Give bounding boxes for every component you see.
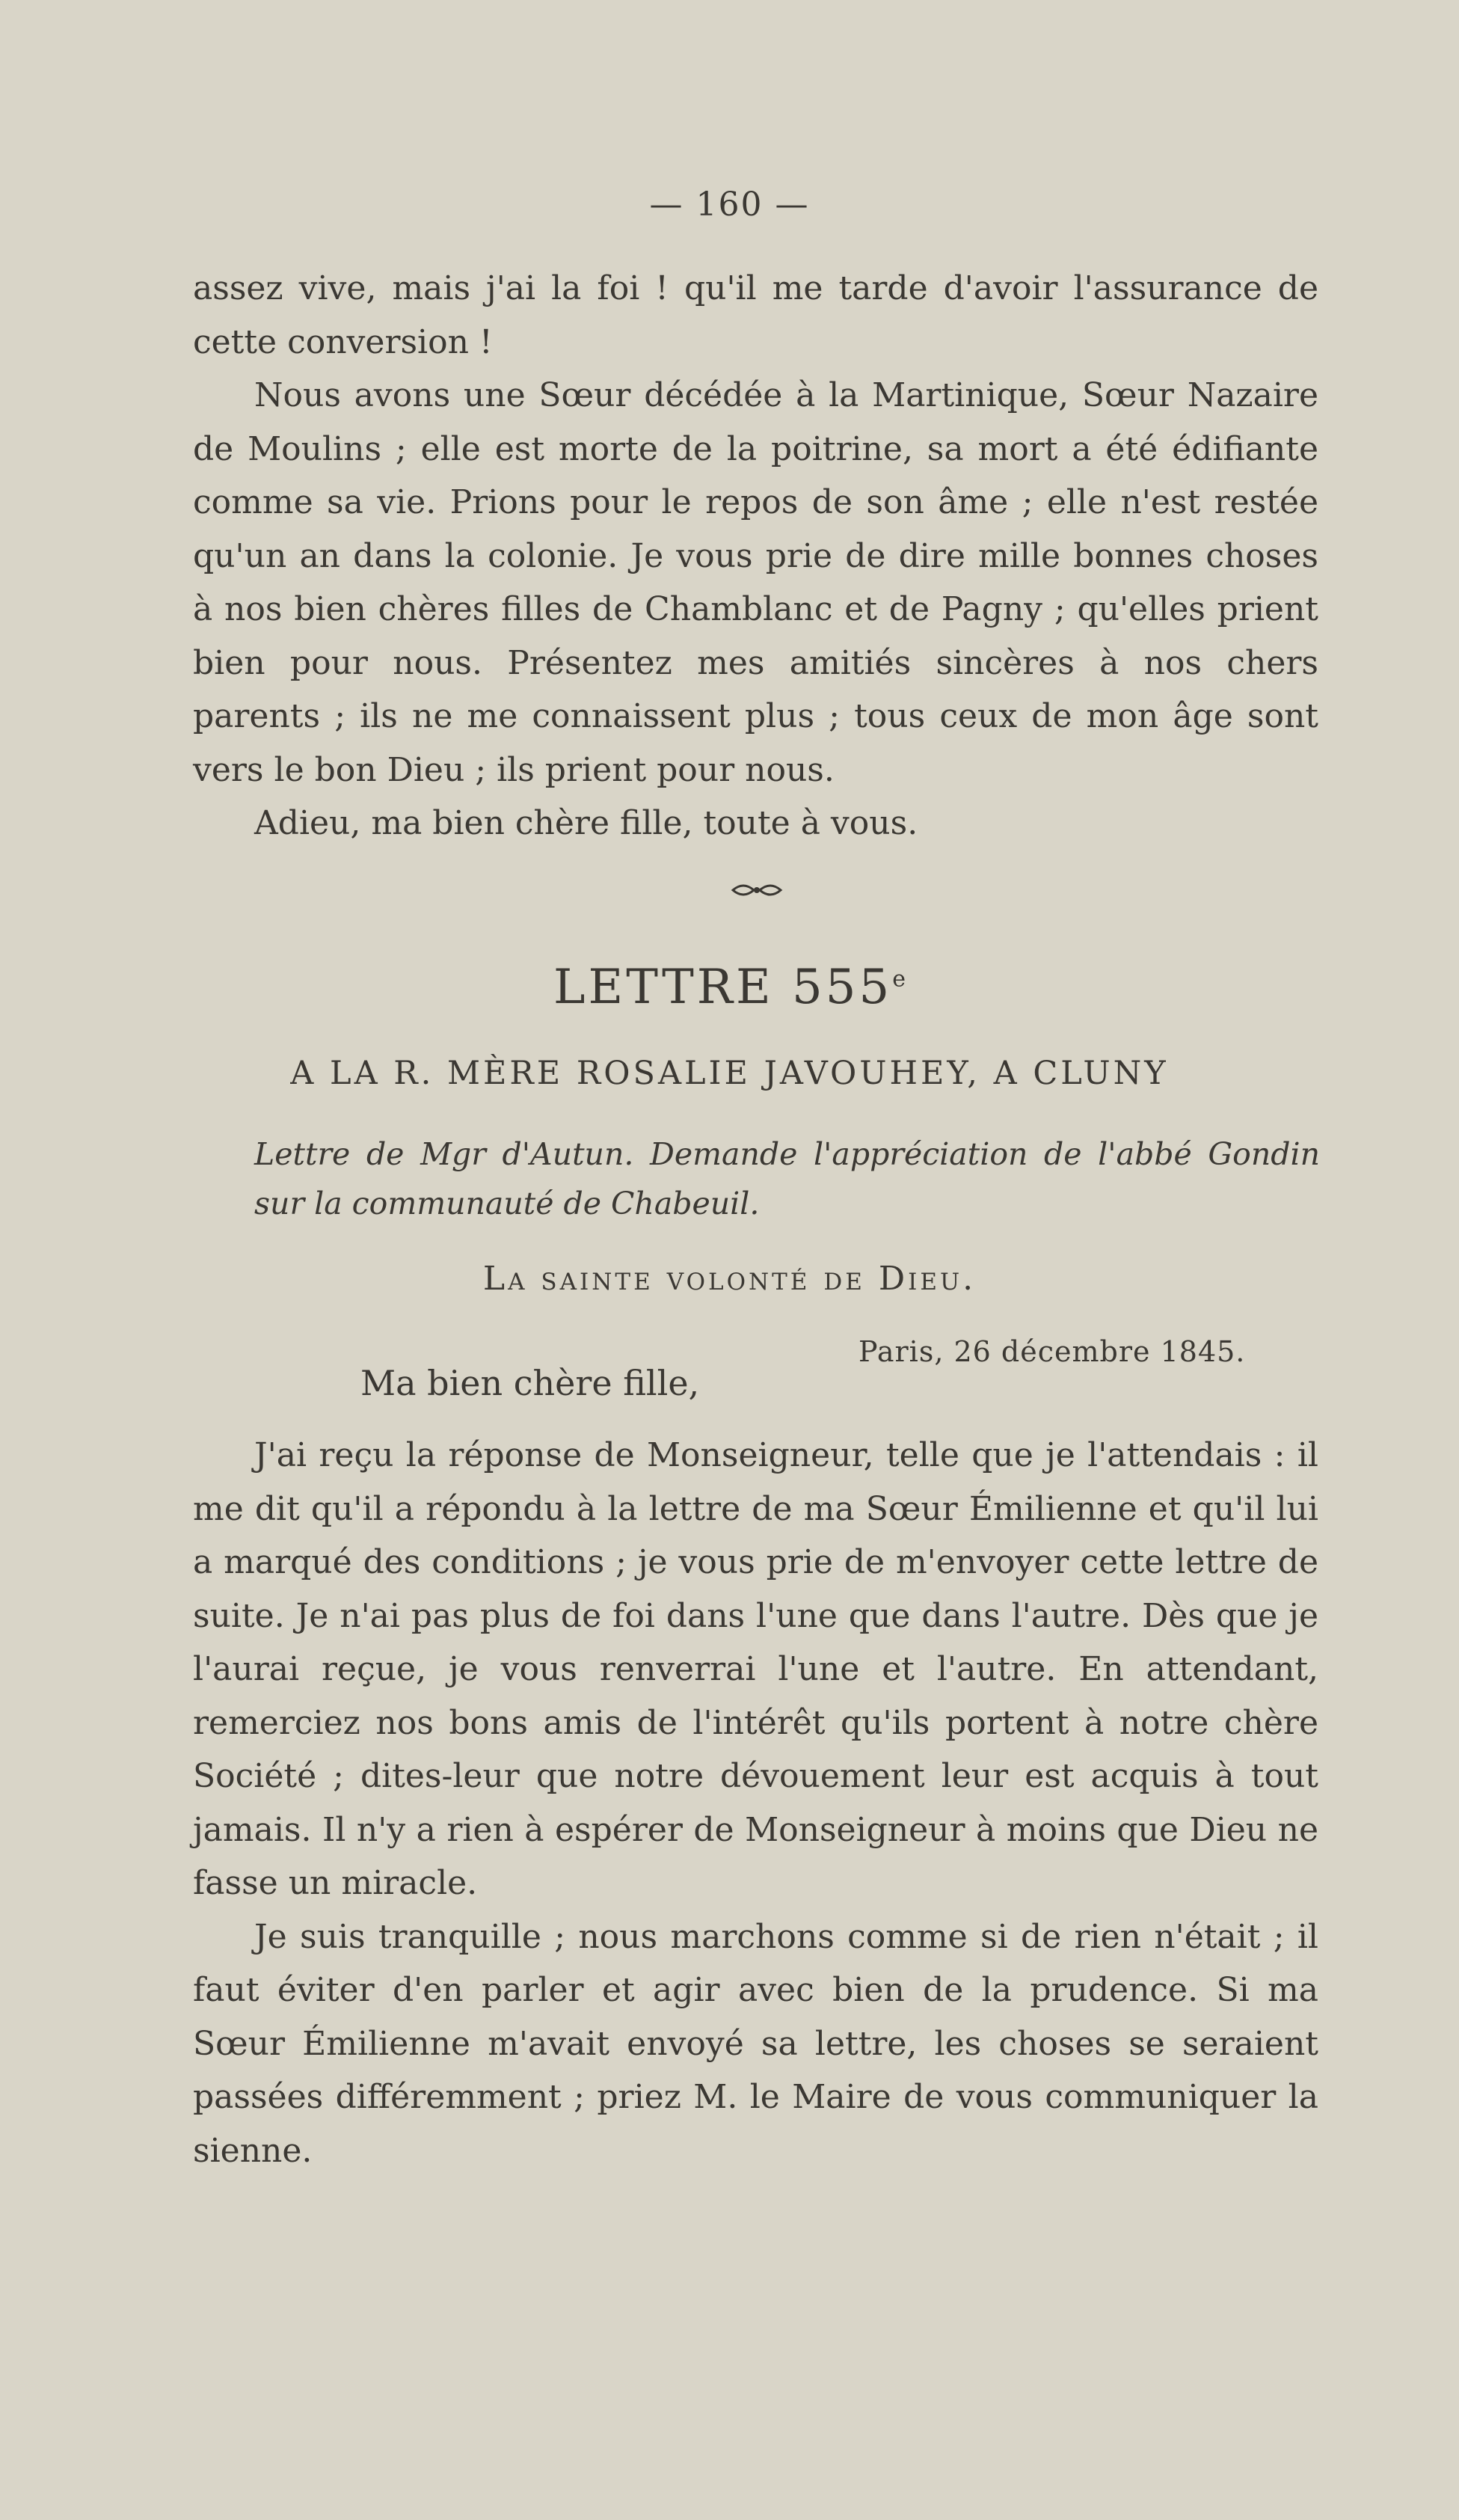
letter-body <box>193 1429 1318 2177</box>
letter-addressee: A LA R. MÈRE ROSALIE JAVOUHEY, A CLUNY <box>290 1055 1169 1092</box>
paragraph: Je suis tranquille ; nous marchons comme si de rien n'était ; il faut éviter d'en parler et agir avec bien de la prudence. Si ma Sœur Émilienne m'avait envoyé sa lettre, les choses se seraient passées différemment ; priez M. le Maire de vous communiquer la sienne. <box>193 1917 1318 2170</box>
letter-title-suffix: e <box>892 966 906 993</box>
previous-letter-ending <box>193 262 1318 850</box>
page-number: — 160 — <box>649 186 810 224</box>
letter-summary: Lettre de Mgr d'Autun. Demande l'appréciation de l'abbé Gondin sur la communauté de Chabeuil. <box>254 1136 1320 1221</box>
paragraph: J'ai reçu la réponse de Monseigneur, telle que je l'attendais : il me dit qu'il a répondu à la lettre de ma Sœur Émilienne et qu'il lui a marqué des conditions ; je vous prie de m'envoyer cette lettre de suite. Je n'ai pas plus de foi dans l'une que dans l'autre. Dès que je l'aurai reçue, je vous renverrai l'une et l'autre. En attendant, remerciez nos bons amis de l'intérêt qu'ils portent à notre chère Société ; dites-leur que notre dévouement leur est acquis à tout jamais. Il n'y a rien à espérer de Monseigneur à moins que Dieu ne fasse un miracle. <box>193 1436 1318 1902</box>
letter-title-text: LETTRE 555 <box>553 960 893 1015</box>
closing-line: Adieu, ma bien chère fille, toute à vous. <box>254 804 918 842</box>
letter-salutation: Ma bien chère fille, <box>360 1363 700 1403</box>
fleuron-ornament-icon <box>727 875 787 905</box>
letter-date: Paris, 26 décembre 1845. <box>858 1335 1246 1368</box>
letter-motto <box>0 1260 1459 1298</box>
motto-text: La sainte volonté de Dieu. <box>482 1260 977 1298</box>
paragraph: assez vive, mais j'ai la foi ! qu'il me tarde d'avoir l'assurance de cette conversion ! <box>193 269 1318 361</box>
paragraph: Nous avons une Sœur décédée à la Martinique, Sœur Nazaire de Moulins ; elle est morte de la poitrine, sa mort a été édifiante comme sa vie. Prions pour le repos de son âme ; elle n'est restée qu'un an dans la colonie. Je vous prie de dire mille bonnes choses à nos bien chères filles de Chamblanc et de Pagny ; qu'elles prient bien pour nous. Présentez mes amitiés sincères à nos chers parents ; ils ne me connaissent plus ; tous ceux de mon âge sont vers le bon Dieu ; ils prient pour nous. <box>193 376 1318 789</box>
letter-title <box>0 960 1459 1015</box>
